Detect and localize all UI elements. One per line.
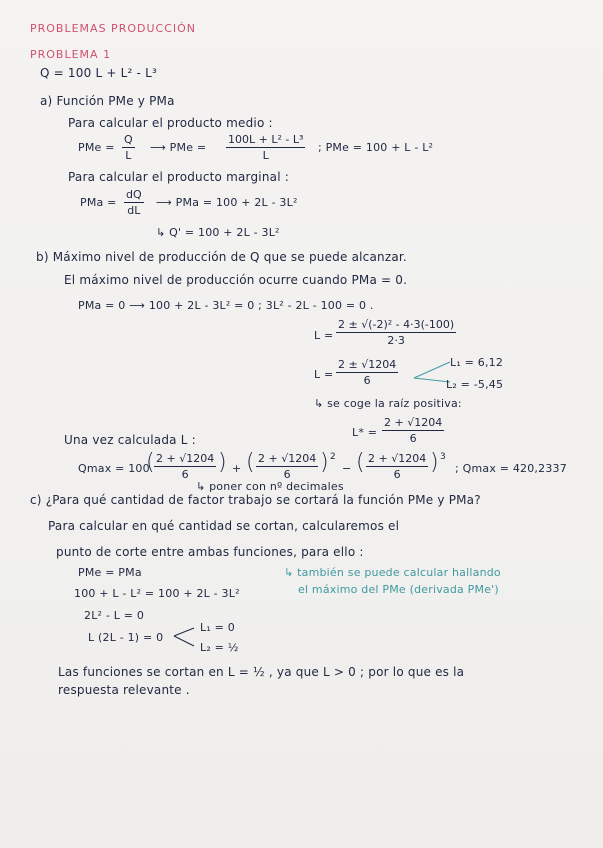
qmax-fraction-2-den: 6 xyxy=(283,468,291,481)
l-simplified-fraction xyxy=(336,358,398,387)
qmax-paren-close-2: ) xyxy=(320,450,329,475)
part-c-eq-1: PMe = PMa xyxy=(78,566,142,579)
part-b-text: El máximo nivel de producción ocurre cuando PMa = 0. xyxy=(64,273,408,287)
pma-result: ⟶ PMa = 100 + 2L - 3L² xyxy=(156,196,298,209)
solutions-arrows-icon xyxy=(172,622,198,652)
pme-fraction-2 xyxy=(226,133,305,162)
l-star-lhs: L* = xyxy=(352,426,378,439)
pme-fraction-num: Q xyxy=(124,133,133,146)
pme-fraction-2-num: 100L + L² - L³ xyxy=(228,133,304,146)
l-star-num: 2 + √1204 xyxy=(384,416,443,429)
l-quadratic-fraction xyxy=(336,318,456,347)
part-c-heading: c) ¿Para qué cantidad de factor trabajo se cortará la función PMe y PMa? xyxy=(30,493,481,507)
qmax-paren-open-1: ( xyxy=(146,450,155,475)
qmax-note: ↳ poner con nº decimales xyxy=(196,480,344,493)
pma-fraction xyxy=(124,188,144,217)
root-2: L₂ = -5,45 xyxy=(446,378,504,391)
pme-fraction xyxy=(122,133,135,162)
part-c-note-2: el máximo del PMe (derivada PMe') xyxy=(298,583,499,596)
qmax-exponent-2: 2 xyxy=(330,452,336,462)
part-c-eq-2: 100 + L - L² = 100 + 2L - 3L² xyxy=(74,587,240,600)
qmax-exponent-3: 3 xyxy=(440,452,446,462)
problem-label: PROBLEMA 1 xyxy=(30,48,112,61)
qmax-result: ; Qmax = 420,2337 xyxy=(455,462,567,475)
l-equation-2-lhs: L = xyxy=(314,368,334,381)
pma-intro: Para calcular el producto marginal : xyxy=(68,170,289,184)
qmax-fraction-3-den: 6 xyxy=(393,468,401,481)
qmax-paren-open-3: ( xyxy=(356,450,365,475)
qmax-fraction-2-num: 2 + √1204 xyxy=(258,452,317,465)
l-quadratic-den: 2·3 xyxy=(387,334,405,347)
l-equation-lhs: L = xyxy=(314,329,334,342)
qmax-fraction-3 xyxy=(366,452,428,481)
part-a-heading: a) Función PMe y PMa xyxy=(40,94,175,108)
qmax-paren-close-1: ) xyxy=(218,450,227,475)
una-vez-text: Una vez calculada L : xyxy=(64,433,196,447)
qmax-fraction-1-den: 6 xyxy=(181,468,189,481)
q-prime: ↳ Q' = 100 + 2L - 3L² xyxy=(156,226,280,239)
part-c-l2: L₂ = ½ xyxy=(200,641,239,654)
part-c-conclusion-1: Las funciones se cortan en L = ½ , ya que L > 0 ; por lo que es la xyxy=(58,665,465,679)
pme-arrow: ⟶ PMe = xyxy=(150,141,207,154)
qmax-fraction-3-num: 2 + √1204 xyxy=(368,452,427,465)
page-title: PROBLEMAS PRODUCCIÓN xyxy=(30,22,197,35)
part-c-note-1: ↳ también se puede calcular hallando xyxy=(284,566,501,579)
pme-intro: Para calcular el producto medio : xyxy=(68,116,273,130)
l-quadratic-num: 2 ± √(-2)² - 4·3(-100) xyxy=(338,318,455,331)
pma-lhs: PMa = xyxy=(80,196,117,209)
pme-lhs: PMe = xyxy=(78,141,115,154)
q-definition: Q = 100 L + L² - L³ xyxy=(40,66,157,80)
qmax-plus: + xyxy=(232,462,242,475)
qmax-paren-close-3: ) xyxy=(430,450,439,475)
l-star-den: 6 xyxy=(409,432,417,445)
qmax-minus: − xyxy=(342,462,352,475)
pme-result: ; PMe = 100 + L - L² xyxy=(318,141,434,154)
qmax-paren-open-2: ( xyxy=(246,450,255,475)
part-c-l1: L₁ = 0 xyxy=(200,621,235,634)
part-b-heading: b) Máximo nivel de producción de Q que se puede alcanzar. xyxy=(36,250,407,264)
pma-fraction-num: dQ xyxy=(126,188,142,201)
part-c-line-1: Para calcular en qué cantidad se cortan, calcularemos el xyxy=(48,519,400,533)
qmax-fraction-1-num: 2 + √1204 xyxy=(156,452,215,465)
l-star-fraction xyxy=(382,416,444,445)
part-c-line-2: punto de corte entre ambas funciones, para ello : xyxy=(56,545,364,559)
part-c-eq-3: 2L² - L = 0 xyxy=(84,609,145,622)
positive-root-note: ↳ se coge la raíz positiva: xyxy=(314,397,462,410)
part-c-conclusion-2: respuesta relevante . xyxy=(58,683,190,697)
part-c-eq-4: L (2L - 1) = 0 xyxy=(88,631,164,644)
qmax-fraction-1 xyxy=(154,452,216,481)
pme-fraction-2-den: L xyxy=(262,149,269,162)
part-b-equation: PMa = 0 ⟶ 100 + 2L - 3L² = 0 ; 3L² - 2L - 100 = 0 . xyxy=(78,299,374,312)
l-simplified-num: 2 ± √1204 xyxy=(338,358,397,371)
pma-fraction-den: dL xyxy=(127,204,141,217)
root-1: L₁ = 6,12 xyxy=(450,356,504,369)
pme-fraction-den: L xyxy=(125,149,132,162)
qmax-fraction-2 xyxy=(256,452,318,481)
qmax-lhs: Qmax = 100 xyxy=(78,462,150,475)
l-simplified-den: 6 xyxy=(363,374,371,387)
